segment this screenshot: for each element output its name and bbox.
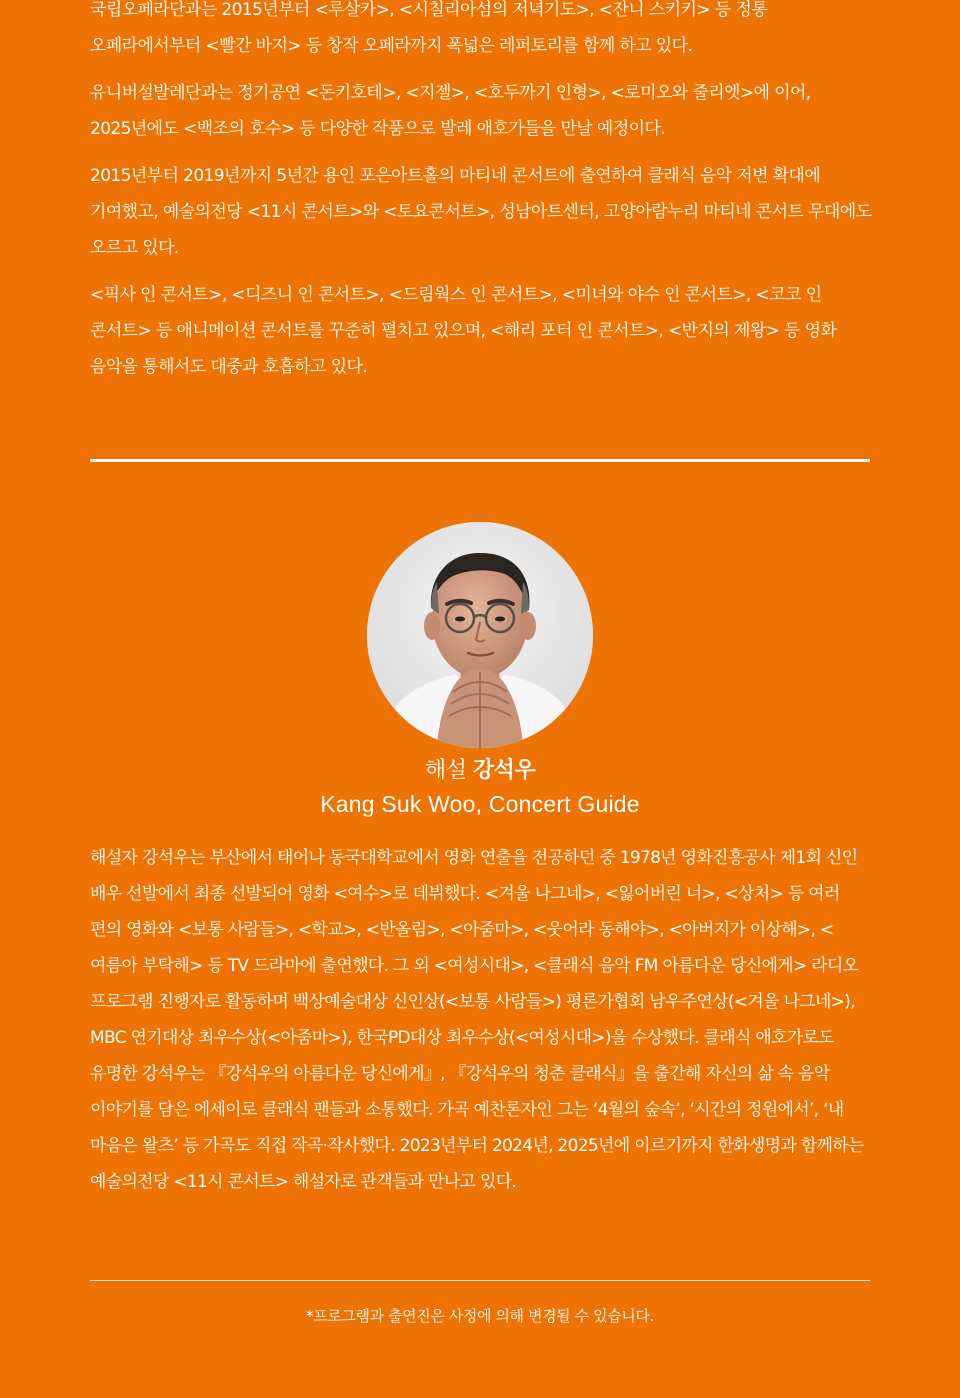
bio-paragraph-film-concerts: <픽사 인 콘서트>, <디즈니 인 콘서트>, <드림웍스 인 콘서트>, <미녀와 야수 인 콘서트>, <코코 인 콘서트> 등 애니메이션 콘서트를 꾸준히 펼치고 있으며, <해리 포터 인 콘서트>, <반지의 제왕> 등 영화 음악을 통해서도 대중과 호흡하고 있다. [90,285,837,377]
guide-name: 강석우 [472,758,536,783]
bio-paragraph-opera: 국립오페라단과는 2015년부터 <루살카>, <시칠리아섬의 저녁기도>, <잔니 스키키> 등 정통 오페라에서부터 <빨간 바지> 등 창작 오페라까지 폭넓은 레퍼토리를 함께 하고 있다. [90,0,768,56]
footnote-divider [90,1280,870,1281]
guide-role: 해설 [424,758,467,783]
guide-bio-paragraph: 해설자 강석우는 부산에서 태어나 동국대학교에서 영화 연출을 전공하던 중 1978년 영화진흥공사 제1회 신인 배우 선발에서 최종 선발되어 영화 <여수>로 데뷔했다. <겨울 나그네>, <잃어버린 너>, <상처> 등 여러 편의 영화와 <보통 사람들>, <학교>, <반올림>, <아줌마>, <웃어라 동해야>, <아버지가 이상해>, <여름아 부탁해> 등 TV 드라마에 출연했다. 그 외 <여성시대>, <클래식 음악 FM 아름다운 당신에게> 라디오 프로그램 진행자로 활동하며 백상예술대상 신인상(<보통 사람들>) 평론가협회 남우주연상(<겨울 나그네>), MBC 연기대상 최우수상(<아줌마>), 한국PD대상 최우수상(<여성시대>)을 수상했다. 클래식 애호가로도 유명한 강석우는 『강석우의 아름다운 당신에게』, 『강석우의 청춘 클래식』을 출간해 자신의 삶 속 음악 이야기를 담은 에세이로 클래식 팬들과 소통했다. 가곡 예찬론자인 그는 ‘4월의 숲속’, ‘시간의 정원에서’, ‘내 마음은 왈츠’ 등 가곡도 직접 작곡·작사했다. 2023년부터 2024년, 2025년에 이르기까지 한화생명과 함께하는 예술의전당 <11시 콘서트> 해설자로 관객들과 만나고 있다. [90,848,864,1192]
portrait-photo-icon [367,522,593,748]
performer-bio-section [90,0,872,396]
guide-portrait [367,522,593,748]
section-divider [90,459,870,462]
guide-heading [0,756,960,786]
notice-footnote: *프로그램과 출연진은 사정에 의해 변경될 수 있습니다. [306,1307,654,1325]
guide-subtitle: Kang Suk Woo, Concert Guide [320,791,640,817]
bio-paragraph-ballet: 유니버설발레단과는 정기공연 <돈키호테>, <지젤>, <호두까기 인형>, <로미오와 줄리엣>에 이어, 2025년에도 <백조의 호수> 등 다양한 작품으로 발레 애호가들을 만날 예정이다. [90,83,811,139]
bio-paragraph-concerts: 2015년부터 2019년까지 5년간 용인 포은아트홀의 마티네 콘서트에 출연하여 클래식 음악 저변 확대에 기여했고, 예술의전당 <11시 콘서트>와 <토요콘서트>, 성남아트센터, 고양아람누리 마티네 콘서트 무대에도 오르고 있다. [90,166,872,258]
